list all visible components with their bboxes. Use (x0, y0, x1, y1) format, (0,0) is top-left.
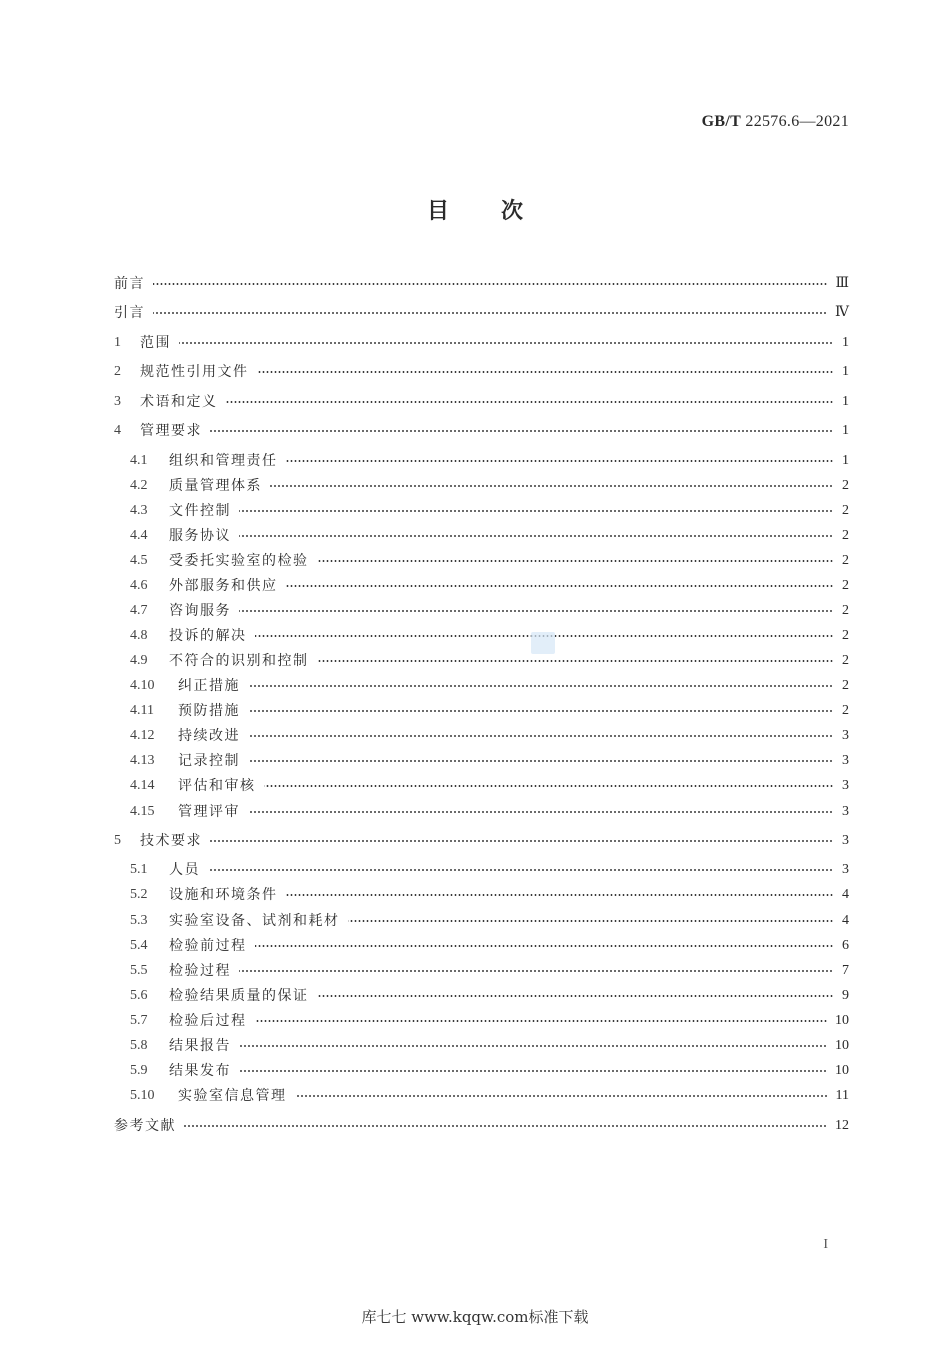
toc-entry[interactable] (130, 575, 849, 597)
toc-dot-leader (226, 401, 834, 403)
toc-entry-page: 10 (835, 1063, 849, 1078)
toc-entry-label: 规范性引用文件 (140, 364, 249, 380)
toc-dot-leader (210, 430, 833, 432)
toc-entry-label: 前言 (114, 276, 145, 292)
toc-dot-leader (239, 970, 833, 972)
toc-dot-leader (248, 685, 833, 687)
toc-entry[interactable] (130, 775, 849, 797)
toc-entry-label: 记录控制 (178, 753, 240, 769)
toc-entry-page: 10 (835, 1038, 849, 1053)
toc-entry-label: 引言 (114, 305, 145, 321)
toc-dot-leader (295, 1095, 828, 1097)
toc-entry[interactable] (130, 500, 849, 522)
toc-dot-leader (270, 485, 833, 487)
toc-entry-page: 11 (835, 1088, 849, 1103)
toc-entry-label: 组织和管理责任 (169, 453, 278, 469)
toc-entry[interactable] (130, 801, 849, 823)
toc-entry-page: 3 (842, 862, 849, 877)
toc-entry-label: 术语和定义 (140, 394, 218, 410)
toc-entry-number: 5.4 (130, 938, 148, 953)
toc-entry-number: 4.14 (130, 778, 155, 793)
toc-entry-page: 2 (842, 478, 849, 493)
toc-entry[interactable] (130, 1010, 849, 1032)
toc-dot-leader (239, 535, 833, 537)
toc-entry[interactable] (130, 1060, 849, 1082)
toc-entry-page: 2 (842, 628, 849, 643)
toc-entry[interactable] (130, 960, 849, 982)
toc-entry-label: 结果报告 (169, 1038, 231, 1054)
toc-entry-label: 管理要求 (140, 423, 202, 439)
toc-dot-leader (239, 1045, 827, 1047)
toc-entry-number: 5.3 (130, 913, 148, 928)
toc-entry-page: 4 (842, 913, 849, 928)
toc-entry-number: 4 (114, 423, 121, 438)
standard-code: 22576.6—2021 (745, 113, 849, 130)
toc-entry-label: 纠正措施 (178, 678, 240, 694)
toc-entry[interactable] (130, 600, 849, 622)
toc-entry[interactable] (130, 550, 849, 572)
toc-entry-label: 投诉的解决 (169, 628, 247, 644)
toc-entry-page: 1 (842, 423, 849, 438)
toc-entry[interactable] (114, 361, 849, 383)
toc-entry-number: 4.5 (130, 553, 148, 568)
toc-entry-page: 1 (842, 335, 849, 350)
toc-entry-number: 4.2 (130, 478, 148, 493)
toc-dot-leader (239, 1070, 827, 1072)
toc-entry[interactable] (130, 750, 849, 772)
toc-entry-page: 3 (842, 833, 849, 848)
toc-entry[interactable] (130, 1085, 849, 1107)
toc-entry[interactable] (130, 475, 849, 497)
toc-entry[interactable] (130, 985, 849, 1007)
footer-text: 库七七 www.kqqw.com标准下载 (361, 1308, 589, 1326)
toc-entry-page: 3 (842, 753, 849, 768)
toc-entry[interactable] (114, 302, 849, 324)
toc-entry-label: 设施和环境条件 (169, 887, 278, 903)
toc-entry-page: 2 (842, 678, 849, 693)
toc-entry-label: 质量管理体系 (169, 478, 262, 494)
standard-prefix: GB/T (701, 113, 742, 130)
toc-entry[interactable] (114, 1115, 849, 1137)
toc-entry-page: 1 (842, 394, 849, 409)
page-number: I (823, 1237, 828, 1252)
toc-entry-page: 3 (842, 804, 849, 819)
toc-entry-label: 检验后过程 (169, 1013, 247, 1029)
toc-entry-number: 5.5 (130, 963, 148, 978)
toc-entry-number: 4.6 (130, 578, 148, 593)
toc-entry-number: 4.11 (130, 703, 154, 718)
toc-entry[interactable] (114, 391, 849, 413)
toc-dot-leader (317, 560, 834, 562)
toc-entry-page: 2 (842, 503, 849, 518)
toc-entry-page: 2 (842, 553, 849, 568)
toc-entry[interactable] (114, 830, 849, 852)
toc-dot-leader (179, 342, 833, 344)
toc-entry-number: 4.9 (130, 653, 148, 668)
toc-entry-page: 9 (842, 988, 849, 1003)
toc-entry-number: 4.15 (130, 804, 155, 819)
toc-entry-label: 检验结果质量的保证 (169, 988, 309, 1004)
toc-entry-number: 4.4 (130, 528, 148, 543)
toc-entry-label: 技术要求 (140, 833, 202, 849)
toc-entry-label: 实验室信息管理 (178, 1088, 287, 1104)
toc-entry-page: 1 (842, 453, 849, 468)
toc-entry-label: 范围 (140, 335, 171, 351)
toc-dot-leader (317, 660, 834, 662)
toc-entry[interactable] (114, 273, 849, 295)
toc-dot-leader (255, 945, 834, 947)
toc-entry[interactable] (130, 935, 849, 957)
toc-entry[interactable] (130, 675, 849, 697)
toc-entry-number: 4.13 (130, 753, 155, 768)
toc-entry-label: 结果发布 (169, 1063, 231, 1079)
toc-entry-page: 4 (842, 887, 849, 902)
toc-entry-label: 检验前过程 (169, 938, 247, 954)
toc-entry-label: 检验过程 (169, 963, 231, 979)
toc-dot-leader (184, 1125, 827, 1127)
toc-entry-label: 实验室设备、试剂和耗材 (169, 913, 340, 929)
toc-entry-page: Ⅲ (835, 276, 849, 291)
toc-entry[interactable] (130, 525, 849, 547)
toc-entry-label: 受委托实验室的检验 (169, 553, 309, 569)
toc-entry-page: 10 (835, 1013, 849, 1028)
toc-entry-page: 2 (842, 703, 849, 718)
toc-dot-leader (210, 840, 833, 842)
toc-entry-number: 5.6 (130, 988, 148, 1003)
toc-entry-label: 评估和审核 (178, 778, 256, 794)
watermark-logo (531, 632, 555, 654)
toc-dot-leader (317, 995, 834, 997)
toc-entry-number: 4.1 (130, 453, 148, 468)
toc-entry-number: 5 (114, 833, 121, 848)
toc-entry[interactable] (114, 332, 849, 354)
toc-entry-page: 12 (835, 1118, 849, 1133)
toc-entry-label: 外部服务和供应 (169, 578, 278, 594)
toc-entry-number: 5.2 (130, 887, 148, 902)
toc-dot-leader (248, 811, 833, 813)
toc-dot-leader (208, 869, 833, 871)
toc-entry-page: 2 (842, 653, 849, 668)
page-title: 目次 (426, 199, 575, 224)
toc-entry-page: 3 (842, 728, 849, 743)
toc-entry-label: 服务协议 (169, 528, 231, 544)
toc-entry-number: 4.10 (130, 678, 155, 693)
toc-dot-leader (153, 312, 827, 314)
toc-entry-label: 预防措施 (178, 703, 240, 719)
toc-entry-page: 2 (842, 528, 849, 543)
toc-dot-leader (255, 1020, 828, 1022)
toc-entry-number: 4.7 (130, 603, 148, 618)
toc-entry-number: 5.1 (130, 862, 148, 877)
toc-entry-page: 2 (842, 603, 849, 618)
toc-entry-number: 5.10 (130, 1088, 155, 1103)
toc-entry-number: 5.7 (130, 1013, 148, 1028)
toc-entry-number: 1 (114, 335, 121, 350)
toc-entry[interactable] (130, 625, 849, 647)
toc-entry-page: 7 (842, 963, 849, 978)
toc-entry-number: 5.9 (130, 1063, 148, 1078)
toc-dot-leader (248, 760, 833, 762)
toc-dot-leader (286, 585, 834, 587)
toc-dot-leader (286, 894, 834, 896)
toc-entry[interactable] (130, 450, 849, 472)
toc-entry-page: 6 (842, 938, 849, 953)
toc-dot-leader (286, 460, 834, 462)
toc-entry[interactable] (130, 650, 849, 672)
toc-entry[interactable] (130, 910, 849, 932)
toc-entry-page: 1 (842, 364, 849, 379)
toc-entry[interactable] (130, 859, 849, 881)
toc-entry[interactable] (114, 420, 849, 442)
toc-dot-leader (348, 920, 834, 922)
toc-entry[interactable] (130, 1035, 849, 1057)
toc-entry-number: 5.8 (130, 1038, 148, 1053)
toc-entry-page: 3 (842, 778, 849, 793)
toc-entry-label: 不符合的识别和控制 (169, 653, 309, 669)
toc-entry-page: Ⅳ (835, 305, 849, 320)
toc-entry-label: 咨询服务 (169, 603, 231, 619)
toc-dot-leader (248, 710, 833, 712)
toc-entry-page: 2 (842, 578, 849, 593)
toc-dot-leader (257, 371, 834, 373)
toc-dot-leader (264, 785, 834, 787)
toc-entry-label: 人员 (169, 862, 200, 878)
toc-dot-leader (153, 283, 827, 285)
toc-entry-label: 文件控制 (169, 503, 231, 519)
toc-entry-label: 持续改进 (178, 728, 240, 744)
toc-entry-number: 4.8 (130, 628, 148, 643)
toc-entry[interactable] (130, 884, 849, 906)
toc-entry-number: 3 (114, 394, 121, 409)
toc-entry-number: 2 (114, 364, 121, 379)
toc-dot-leader (248, 735, 833, 737)
toc-entry-number: 4.3 (130, 503, 148, 518)
toc-dot-leader (239, 510, 833, 512)
toc-entry[interactable] (130, 700, 849, 722)
toc-dot-leader (239, 610, 833, 612)
toc-entry[interactable] (130, 725, 849, 747)
toc-entry-number: 4.12 (130, 728, 155, 743)
toc-entry-label: 管理评审 (178, 804, 240, 820)
toc-entry-label: 参考文献 (114, 1118, 176, 1134)
